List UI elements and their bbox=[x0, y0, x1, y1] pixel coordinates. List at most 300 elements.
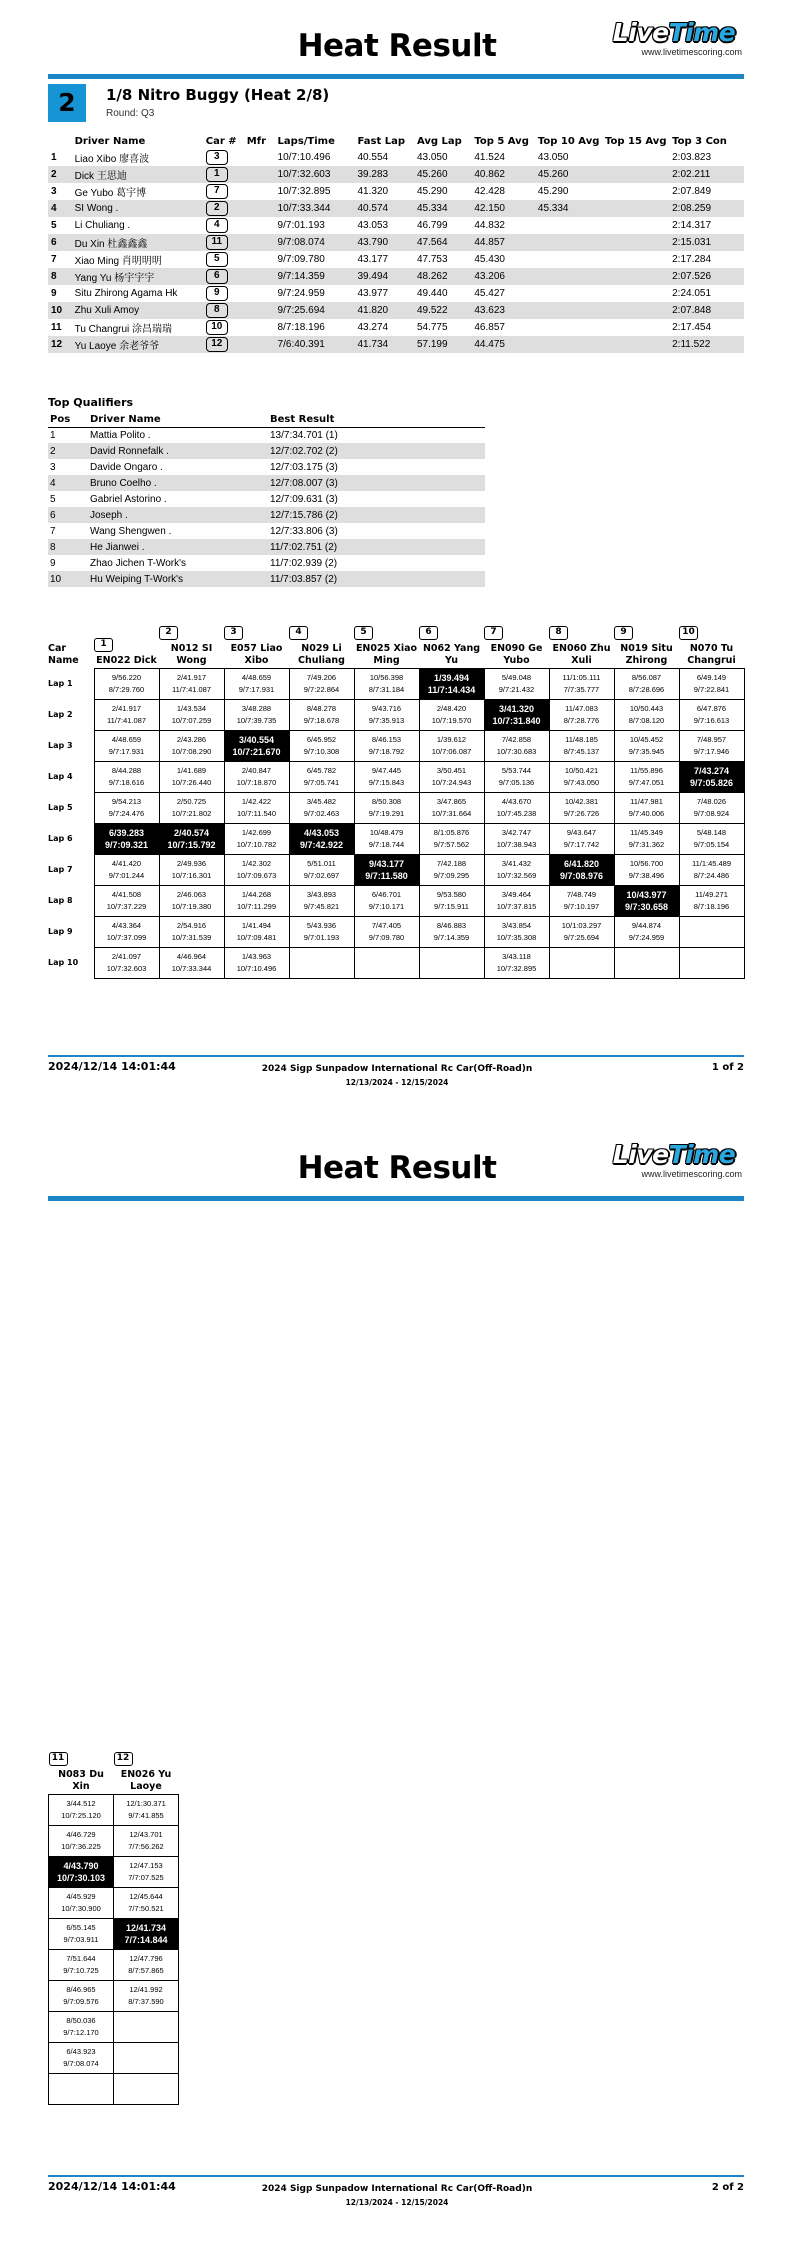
result-laps: 9/7:08.074 bbox=[276, 234, 356, 251]
lap-total-time: 10/7:37.229 bbox=[106, 901, 147, 911]
lap-row bbox=[49, 1949, 179, 1980]
lap-total-time: 9/7:10.171 bbox=[368, 901, 405, 911]
result-top10: 43.050 bbox=[537, 152, 569, 163]
lap-chart-driver-name: EN026 Yu Laoye bbox=[120, 1768, 172, 1792]
lap-position-time: 10/48.479 bbox=[369, 827, 404, 837]
livetime-logo: LiveTime www.livetimescoring.com bbox=[600, 18, 748, 57]
lap-chart-driver-name: N019 Situ Zhirong bbox=[620, 642, 673, 666]
lap-position-time: 1/39.494 bbox=[433, 672, 470, 683]
lap-position-time: 7/47.405 bbox=[371, 920, 402, 930]
lap-position-time: 4/43.790 bbox=[63, 1860, 99, 1871]
lap-row bbox=[48, 885, 744, 916]
results-column-header bbox=[48, 133, 73, 149]
lap-position-time: 9/53.580 bbox=[436, 889, 467, 899]
car-number-badge: 11 bbox=[49, 1752, 68, 1766]
lap-row bbox=[49, 1825, 179, 1856]
result-top5: 44.857 bbox=[472, 234, 536, 251]
lap-position-time: 8/46.965 bbox=[66, 1984, 96, 1994]
result-top10 bbox=[536, 285, 603, 302]
lap-total-time: 9/7:18.744 bbox=[368, 839, 405, 849]
result-laps: 9/7:14.359 bbox=[276, 268, 356, 285]
lap-position-time: 4/41.420 bbox=[111, 858, 142, 868]
lap-cell bbox=[159, 668, 224, 699]
lap-total-time: 9/7:09.576 bbox=[63, 1996, 99, 2006]
car-number-badge: 6 bbox=[206, 269, 228, 284]
result-mfr bbox=[245, 166, 276, 183]
lap-position-time: 12/43.701 bbox=[129, 1829, 163, 1839]
lap-total-time: 9/7:31.362 bbox=[628, 839, 665, 849]
lap-cell bbox=[224, 761, 289, 792]
qualifier-row bbox=[48, 555, 485, 571]
lap-cell bbox=[484, 885, 549, 916]
lap-cell bbox=[49, 1980, 114, 2011]
lap-cell bbox=[159, 854, 224, 885]
lap-total-time: 9/7:17.742 bbox=[563, 839, 600, 849]
lap-position-time: 4/46.729 bbox=[66, 1829, 96, 1839]
lap-row bbox=[48, 854, 744, 885]
result-fast: 43.274 bbox=[357, 322, 389, 333]
lap-cell bbox=[614, 916, 679, 947]
result-fast: 39.494 bbox=[356, 268, 415, 285]
result-top15 bbox=[603, 268, 670, 285]
lap-cell bbox=[354, 916, 419, 947]
car-number-badge: 2 bbox=[159, 626, 178, 640]
lap-chart-driver-name: EN060 Zhu Xuli bbox=[552, 642, 611, 666]
lap-position-time: 2/54.916 bbox=[176, 920, 207, 930]
lap-position-time: 8/50.036 bbox=[66, 2015, 96, 2025]
results-column-header: Fast Lap bbox=[357, 135, 405, 147]
result-top3: 2:07.849 bbox=[672, 186, 712, 197]
result-top10 bbox=[536, 251, 603, 268]
qualifier-position: 8 bbox=[48, 539, 88, 555]
header-rule bbox=[48, 1196, 744, 1201]
result-driver-name: Ge Yubo 葛宇博 bbox=[74, 188, 147, 199]
result-avg: 45.260 bbox=[415, 166, 472, 183]
lap-position-time: 4/43.364 bbox=[111, 920, 142, 930]
result-top5: 41.524 bbox=[474, 152, 505, 163]
lap-position-time: 4/43.053 bbox=[303, 827, 340, 838]
lap-cell bbox=[289, 916, 354, 947]
lap-total-time: 10/7:31.539 bbox=[171, 932, 212, 942]
result-car-number-cell bbox=[204, 302, 245, 319]
lap-total-time: 10/7:15.792 bbox=[167, 839, 216, 850]
lap-total-time: 9/7:08.976 bbox=[559, 870, 604, 881]
lap-total-time: 9/7:42.922 bbox=[299, 839, 344, 850]
result-top10 bbox=[536, 268, 603, 285]
lap-position-time: 9/56.220 bbox=[111, 672, 142, 682]
result-laps: 9/7:24.959 bbox=[277, 288, 325, 299]
qualifier-driver-name: Davide Ongaro . bbox=[90, 461, 163, 473]
lap-position-time: 8/44.288 bbox=[111, 765, 142, 775]
lap-cell bbox=[679, 854, 744, 885]
lap-chart-car-header bbox=[549, 622, 614, 668]
lap-row bbox=[48, 699, 744, 730]
lap-cell bbox=[289, 761, 354, 792]
lap-cell bbox=[679, 730, 744, 761]
lap-position-time: 5/49.048 bbox=[501, 672, 532, 682]
lap-position-time: 9/43.177 bbox=[368, 858, 405, 869]
lap-chart-car-header bbox=[614, 622, 679, 668]
result-mfr bbox=[245, 217, 276, 234]
result-mfr bbox=[245, 336, 276, 353]
lap-position-time: 12/1:30.371 bbox=[126, 1798, 166, 1808]
footer-page-number: 1 of 2 bbox=[711, 1062, 744, 1073]
lap-position-time: 11/55.896 bbox=[630, 765, 663, 775]
lap-cell bbox=[484, 916, 549, 947]
qualifier-driver-name: Bruno Coelho . bbox=[88, 475, 268, 491]
car-number-badge: 5 bbox=[354, 626, 373, 640]
lap-cell bbox=[224, 947, 289, 978]
lap-cell bbox=[484, 730, 549, 761]
results-row bbox=[48, 149, 744, 166]
qualifier-row bbox=[48, 523, 485, 539]
result-driver-name: Tu Changrui 涂昌瑞瑞 bbox=[74, 324, 173, 335]
lap-cell bbox=[224, 792, 289, 823]
result-position: 7 bbox=[51, 254, 57, 265]
lap-total-time: 10/7:19.380 bbox=[171, 901, 212, 911]
lap-cell bbox=[549, 854, 614, 885]
lap-cell bbox=[159, 699, 224, 730]
lap-cell bbox=[614, 699, 679, 730]
lap-total-time: 9/7:17.931 bbox=[108, 746, 145, 756]
result-car-number-cell bbox=[204, 251, 245, 268]
lap-total-time: 10/7:21.670 bbox=[232, 746, 281, 757]
lap-total-time: 9/7:26.726 bbox=[563, 808, 600, 818]
lap-chart-table bbox=[48, 622, 745, 979]
result-avg: 45.334 bbox=[415, 200, 472, 217]
lap-position-time: 11/49.271 bbox=[695, 889, 728, 899]
lap-chart-driver-name: E057 Liao Xibo bbox=[230, 642, 283, 666]
lap-chart-driver-name: EN090 Ge Yubo bbox=[490, 642, 543, 666]
heat-number-badge: 2 bbox=[48, 84, 86, 122]
footer-datetime: 2024/12/14 14:01:44 bbox=[48, 1060, 176, 1073]
lap-chart-header-row bbox=[49, 1748, 179, 1794]
lap-position-time: 7/42.188 bbox=[436, 858, 467, 868]
result-driver-name: Yu Laoye 余老爷爷 bbox=[73, 336, 204, 353]
lap-cell bbox=[114, 1825, 179, 1856]
lap-position-time: 6/47.876 bbox=[696, 703, 727, 713]
car-number-badge: 7 bbox=[484, 626, 503, 640]
lap-total-time: 10/7:31.840 bbox=[492, 715, 541, 726]
lap-cell bbox=[419, 823, 484, 854]
lap-cell bbox=[419, 699, 484, 730]
lap-position-time: 2/48.420 bbox=[436, 703, 467, 713]
lap-row bbox=[49, 2042, 179, 2073]
result-position: 5 bbox=[51, 220, 57, 231]
lap-cell bbox=[549, 792, 614, 823]
car-number-badge: 10 bbox=[679, 626, 698, 640]
result-avg: 57.199 bbox=[415, 336, 472, 353]
qualifier-position: 2 bbox=[48, 443, 88, 459]
result-top3: 2:03.823 bbox=[672, 152, 712, 163]
car-number-badge: 12 bbox=[114, 1752, 133, 1766]
lap-total-time: 9/7:47.051 bbox=[628, 777, 665, 787]
lap-chart-driver-name: N012 SI Wong bbox=[170, 642, 213, 666]
lap-cell bbox=[94, 947, 159, 978]
lap-chart-driver-name: N083 Du Xin bbox=[58, 1768, 104, 1792]
result-position: 6 bbox=[48, 234, 73, 251]
lap-cell bbox=[49, 1856, 114, 1887]
qualifier-position: 6 bbox=[48, 507, 88, 523]
lap-position-time: 3/40.554 bbox=[238, 734, 275, 745]
lap-position-time: 2/50.725 bbox=[176, 796, 207, 806]
lap-position-time: 2/40.847 bbox=[241, 765, 272, 775]
result-car-number-cell bbox=[204, 319, 245, 336]
lap-cell bbox=[114, 2011, 179, 2042]
lap-cell bbox=[114, 2073, 179, 2104]
footer-dates: 12/13/2024 - 12/15/2024 bbox=[345, 2198, 449, 2207]
lap-cell bbox=[614, 854, 679, 885]
lap-cell bbox=[49, 1918, 114, 1949]
lap-total-time: 10/7:36.225 bbox=[61, 1841, 101, 1851]
lap-total-time: 10/7:37.099 bbox=[106, 932, 147, 942]
lap-chart-driver-name: EN025 Xiao Ming bbox=[355, 642, 418, 666]
lap-position-time: 11/45.349 bbox=[630, 827, 663, 837]
result-mfr bbox=[245, 319, 276, 336]
lap-cell bbox=[614, 761, 679, 792]
lap-cell bbox=[484, 699, 549, 730]
lap-position-time: 11/47.981 bbox=[630, 796, 663, 806]
result-fast: 43.977 bbox=[357, 288, 389, 299]
result-top10: 45.334 bbox=[536, 200, 603, 217]
result-mfr bbox=[245, 251, 276, 268]
lap-cell bbox=[49, 2042, 114, 2073]
lap-position-time: 2/40.574 bbox=[173, 827, 210, 838]
result-top3: 2:08.259 bbox=[670, 200, 744, 217]
lap-position-time: 1/42.422 bbox=[241, 796, 272, 806]
lap-total-time: 9/7:45.821 bbox=[303, 901, 340, 911]
lap-chart-car-header bbox=[484, 622, 549, 668]
lap-cell bbox=[289, 885, 354, 916]
lap-total-time: 9/7:21.432 bbox=[498, 684, 535, 694]
lap-row bbox=[49, 2011, 179, 2042]
lap-cell bbox=[224, 854, 289, 885]
lap-position-time: 12/45.644 bbox=[129, 1891, 163, 1901]
lap-label: Lap 2 bbox=[48, 709, 73, 719]
lap-cell bbox=[484, 761, 549, 792]
lap-cell bbox=[289, 947, 354, 978]
result-fast: 41.320 bbox=[357, 186, 389, 197]
lap-position-time: 12/41.992 bbox=[129, 1984, 163, 1994]
results-row bbox=[48, 251, 744, 268]
lap-cell bbox=[94, 916, 159, 947]
result-top3: 2:02.211 bbox=[670, 166, 744, 183]
lap-row bbox=[48, 792, 744, 823]
lap-cell bbox=[679, 761, 744, 792]
lap-position-time: 3/42.747 bbox=[501, 827, 532, 837]
result-top5: 46.857 bbox=[474, 322, 505, 333]
lap-cell bbox=[419, 792, 484, 823]
lap-total-time: 9/7:08.924 bbox=[693, 808, 730, 818]
results-row bbox=[48, 200, 744, 217]
lap-total-time: 10/7:08.290 bbox=[171, 746, 212, 756]
result-top15 bbox=[603, 285, 670, 302]
lap-position-time: 12/47.796 bbox=[129, 1953, 163, 1963]
top-qualifiers-table bbox=[48, 412, 485, 587]
result-fast: 40.574 bbox=[356, 200, 415, 217]
lap-position-time: 3/43.118 bbox=[502, 951, 531, 961]
lap-cell bbox=[354, 668, 419, 699]
lap-position-time: 3/47.865 bbox=[436, 796, 467, 806]
lap-cell bbox=[419, 854, 484, 885]
result-position: 8 bbox=[48, 268, 73, 285]
lap-total-time: 9/7:18.616 bbox=[108, 777, 145, 787]
lap-cell bbox=[159, 823, 224, 854]
result-avg: 54.775 bbox=[416, 322, 448, 333]
lap-cell bbox=[289, 730, 354, 761]
results-row bbox=[48, 336, 744, 353]
car-number-badge: 3 bbox=[206, 150, 228, 165]
car-number-badge: 7 bbox=[206, 184, 228, 199]
result-laps: 9/7:01.193 bbox=[277, 220, 325, 231]
lap-position-time: 1/41.689 bbox=[176, 765, 207, 775]
lap-cell bbox=[114, 2042, 179, 2073]
lap-total-time: 10/7:37.815 bbox=[496, 901, 537, 911]
result-top5: 42.428 bbox=[474, 186, 505, 197]
qualifier-best-result: 12/7:03.175 (3) bbox=[270, 461, 338, 473]
lap-total-time: 10/7:30.103 bbox=[56, 1872, 106, 1883]
lap-total-time: 10/7:09.673 bbox=[236, 870, 277, 880]
event-title: 1/8 Nitro Buggy (Heat 2/8) bbox=[106, 86, 330, 104]
lap-cell bbox=[49, 1825, 114, 1856]
results-row bbox=[48, 319, 744, 336]
lap-label: Lap 7 bbox=[48, 864, 73, 874]
page-title: Heat Result bbox=[297, 28, 497, 64]
lap-row bbox=[49, 1856, 179, 1887]
lap-total-time: 7/7:14.844 bbox=[124, 1934, 168, 1945]
lap-total-time: 10/7:26.440 bbox=[171, 777, 212, 787]
car-number-badge: 8 bbox=[206, 303, 228, 318]
lap-total-time: 9/7:10.308 bbox=[303, 746, 340, 756]
qualifier-row bbox=[48, 475, 485, 491]
result-avg: 45.290 bbox=[416, 186, 448, 197]
lap-total-time: 9/7:01.193 bbox=[303, 932, 340, 942]
qualifier-row bbox=[48, 539, 485, 555]
results-row bbox=[48, 285, 744, 302]
result-avg: 49.522 bbox=[415, 302, 472, 319]
round-label: Round: Q3 bbox=[106, 108, 155, 119]
lap-total-time: 7/7:07.525 bbox=[128, 1872, 164, 1882]
lap-position-time: 4/46.964 bbox=[176, 951, 207, 961]
lap-position-time: 12/41.734 bbox=[125, 1922, 167, 1933]
result-mfr bbox=[245, 268, 276, 285]
result-driver-name: Situ Zhirong Agama Hk bbox=[74, 288, 178, 299]
lap-position-time: 9/44.874 bbox=[631, 920, 662, 930]
lap-cell bbox=[49, 2073, 114, 2104]
car-number-badge: 9 bbox=[206, 286, 228, 301]
name-header-label: Name bbox=[48, 655, 79, 666]
lap-total-time: 10/7:31.664 bbox=[431, 808, 472, 818]
lap-position-time: 10/56.398 bbox=[369, 672, 404, 682]
result-car-number-cell bbox=[204, 183, 245, 200]
lap-total-time: 9/7:05.826 bbox=[689, 777, 734, 788]
lap-position-time: 3/45.482 bbox=[306, 796, 337, 806]
lap-cell bbox=[49, 1794, 114, 1825]
car-number-badge: 1 bbox=[206, 167, 228, 182]
results-column-header: Driver Name bbox=[74, 135, 146, 147]
lap-chart-driver-name: N029 Li Chuliang bbox=[298, 642, 345, 666]
qualifier-position: 4 bbox=[48, 475, 88, 491]
qualifier-driver-name: David Ronnefalk . bbox=[88, 443, 268, 459]
lap-total-time: 10/7:32.569 bbox=[496, 870, 537, 880]
lap-total-time: 11/7:14.434 bbox=[427, 684, 476, 695]
lap-position-time: 1/39.612 bbox=[436, 734, 467, 744]
qualifier-best-result: 11/7:02.751 (2) bbox=[268, 539, 485, 555]
lap-cell bbox=[549, 668, 614, 699]
lap-cell bbox=[94, 761, 159, 792]
result-top15 bbox=[603, 217, 670, 234]
result-laps: 9/7:09.780 bbox=[277, 254, 325, 265]
car-number-badge: 1 bbox=[94, 638, 113, 652]
results-row bbox=[48, 268, 744, 285]
livetime-logo: LiveTime www.livetimescoring.com bbox=[600, 1140, 748, 1179]
qualifier-position: 3 bbox=[50, 461, 56, 473]
lap-total-time: 9/7:22.864 bbox=[303, 684, 340, 694]
lap-total-time: 9/7:08.074 bbox=[63, 2058, 99, 2068]
result-top15 bbox=[603, 251, 670, 268]
lap-position-time: 10/50.421 bbox=[564, 765, 599, 775]
lap-cell bbox=[354, 792, 419, 823]
result-mfr bbox=[245, 234, 276, 251]
lap-position-time: 8/1:05.876 bbox=[433, 827, 470, 837]
qualifier-driver-name: Gabriel Astorino . bbox=[90, 493, 167, 505]
lap-position-time: 11/47.083 bbox=[565, 703, 598, 713]
lap-cell bbox=[679, 668, 744, 699]
lap-position-time: 3/48.288 bbox=[241, 703, 272, 713]
lap-cell bbox=[354, 699, 419, 730]
qualifier-best-result: 12/7:08.007 (3) bbox=[268, 475, 485, 491]
lap-cell bbox=[94, 668, 159, 699]
lap-cell bbox=[224, 885, 289, 916]
result-fast: 41.734 bbox=[356, 336, 415, 353]
lap-cell bbox=[419, 761, 484, 792]
lap-total-time: 10/7:33.344 bbox=[171, 963, 212, 973]
results-row bbox=[48, 183, 744, 200]
lap-position-time: 10/1:03.297 bbox=[561, 920, 602, 930]
lap-position-time: 6/45.952 bbox=[306, 734, 337, 744]
lap-cell bbox=[679, 947, 744, 978]
qualifier-driver-name: Mattia Polito . bbox=[90, 429, 151, 441]
result-fast: 43.790 bbox=[356, 234, 415, 251]
car-number-badge: 4 bbox=[289, 626, 308, 640]
lap-position-time: 9/47.445 bbox=[371, 765, 402, 775]
lap-row bbox=[48, 730, 744, 761]
lap-total-time: 9/7:19.291 bbox=[368, 808, 405, 818]
car-number-badge: 9 bbox=[614, 626, 633, 640]
lap-total-time: 8/7:24.486 bbox=[693, 870, 730, 880]
lap-total-time: 9/7:38.496 bbox=[628, 870, 665, 880]
lap-position-time: 12/47.153 bbox=[129, 1860, 163, 1870]
lap-position-time: 4/48.659 bbox=[241, 672, 272, 682]
lap-total-time: 7/7:50.521 bbox=[128, 1903, 164, 1913]
header-rule bbox=[48, 74, 744, 79]
lap-total-time: 10/7:19.570 bbox=[431, 715, 472, 725]
results-column-header: Top 15 Avg bbox=[605, 135, 667, 147]
qualifier-column-header: Pos bbox=[48, 412, 88, 427]
lap-cell bbox=[49, 1949, 114, 1980]
lap-total-time: 9/7:10.197 bbox=[563, 901, 600, 911]
result-top10 bbox=[536, 234, 603, 251]
lap-position-time: 8/48.278 bbox=[306, 703, 337, 713]
qualifier-best-result: 12/7:02.702 (2) bbox=[268, 443, 485, 459]
lap-total-time: 9/7:02.463 bbox=[303, 808, 340, 818]
lap-cell bbox=[49, 2011, 114, 2042]
result-top15 bbox=[603, 234, 670, 251]
result-car-number-cell bbox=[204, 200, 245, 217]
lap-cell bbox=[679, 699, 744, 730]
lap-total-time: 9/7:09.295 bbox=[433, 870, 470, 880]
lap-cell bbox=[224, 916, 289, 947]
